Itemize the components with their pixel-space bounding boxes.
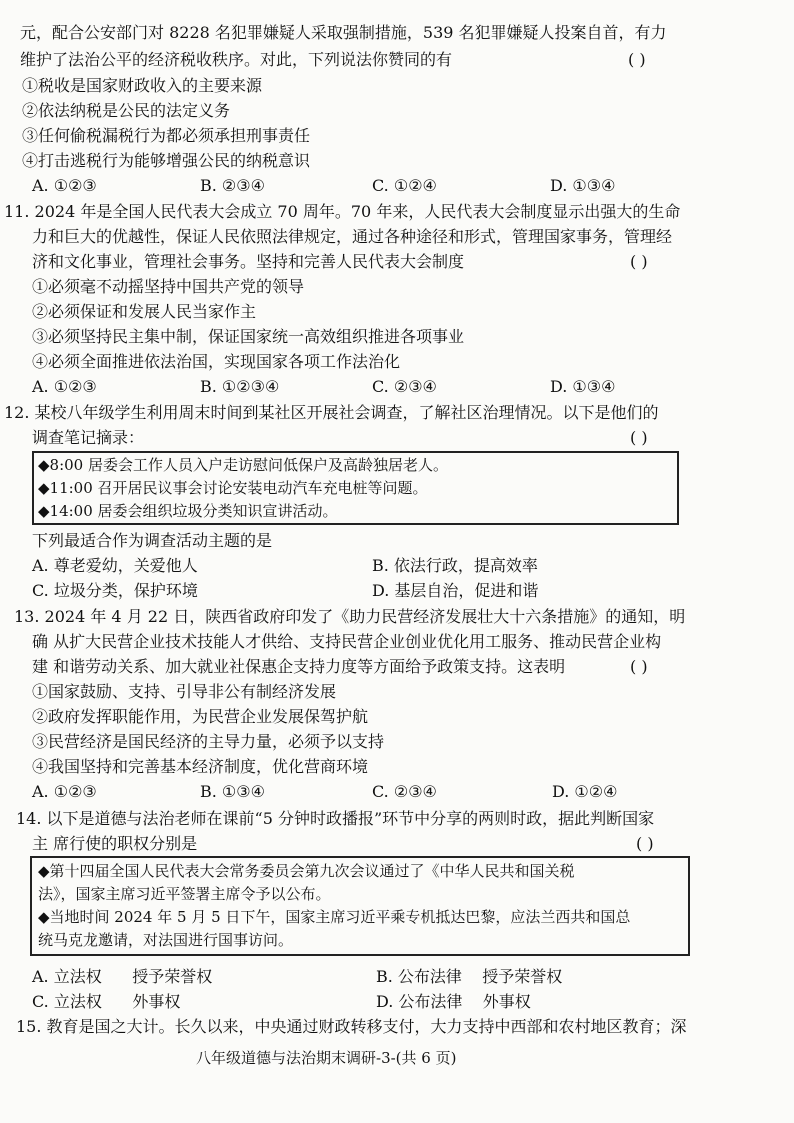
q15-stem-line1: 15. 教育是国之大计。长久以来，中央通过财政转移支付，大力支持中西部和农村地区教育；深 — [16, 1017, 687, 1036]
q14-option-b: B. 公布法律 授予荣誉权 — [376, 967, 563, 986]
q11-item-4: ④必须全面推进依法治国，实现国家各项工作法治化 — [32, 352, 401, 371]
q13-stem-line2: 确 从扩大民营企业技术技能人才供给、支持民营企业创业优化用工服务、推动民营企业构 — [32, 632, 662, 651]
q13-option-a: A. ①②③ — [32, 782, 97, 801]
q14-news-line-1: ◆第十四届全国人民代表大会常务委员会第九次会议通过了《中华人民共和国关税 — [38, 862, 575, 880]
q13-item-4: ④我国坚持和完善基本经济制度，优化营商环境 — [32, 757, 369, 776]
q10-option-c: C. ①②④ — [372, 176, 437, 195]
q10-option-d: D. ①③④ — [550, 176, 616, 195]
q10-item-2: ②依法纳税是公民的法定义务 — [22, 101, 231, 120]
q12-question: 下列最适合作为调查活动主题的是 — [32, 531, 273, 550]
q13-item-3: ③民营经济是国民经济的主导力量，必须予以支持 — [32, 732, 385, 751]
q11-answer-bracket: ( ) — [630, 252, 648, 271]
q10-answer-bracket: ( ) — [628, 50, 646, 69]
q10-stem-line2: 维护了法治公平的经济税收秩序。对此，下列说法你赞同的有 — [20, 50, 453, 69]
q12-note-1: ◆8:00 居委会工作人员入户走访慰问低保户及高龄独居老人。 — [38, 456, 448, 474]
q11-item-3: ③必须坚持民主集中制，保证国家统一高效组织推进各项事业 — [32, 327, 465, 346]
q14-news-line-2: 法》，国家主席习近平签署主席令予以公布。 — [38, 885, 331, 903]
q14-option-d: D. 公布法律 外事权 — [376, 992, 531, 1011]
q12-answer-bracket: ( ) — [630, 428, 648, 447]
q13-item-1: ①国家鼓励、支持、引导非公有制经济发展 — [32, 682, 337, 701]
q10-option-a: A. ①②③ — [32, 176, 97, 195]
q10-item-1: ①税收是国家财政收入的主要来源 — [22, 76, 263, 95]
q12-option-b: B. 依法行政，提高效率 — [372, 556, 538, 575]
q14-option-c: C. 立法权 外事权 — [32, 992, 181, 1011]
q14-option-a: A. 立法权 授予荣誉权 — [32, 967, 213, 986]
q13-stem-line3: 建 和谐劳动关系、加大就业社保惠企支持力度等方面给予政策支持。这表明 — [32, 657, 566, 676]
q14-stem-line1: 14. 以下是道德与法治老师在课前“5 分钟时政播报”环节中分享的两则时政，据此判断国家 — [16, 809, 655, 828]
q13-item-2: ②政府发挥职能作用，为民营企业发展保驾护航 — [32, 707, 369, 726]
q12-note-3: ◆14:00 居委会组织垃圾分类知识宣讲活动。 — [38, 502, 338, 520]
q14-answer-bracket: ( ) — [636, 834, 654, 853]
q13-stem-line1: 13. 2024 年 4 月 22 日，陕西省政府印发了《助力民营经济发展壮大十六条措施》的通知，明 — [14, 607, 686, 626]
q11-stem-line3: 济和文化事业，管理社会事务。坚持和完善人民代表大会制度 — [32, 252, 465, 271]
q12-stem-line2: 调查笔记摘录： — [32, 428, 145, 447]
q11-stem-line2: 力和巨大的优越性，保证人民依照法律规定，通过各种途径和形式，管理国家事务，管理经 — [32, 227, 673, 246]
q12-notes-box — [32, 451, 679, 525]
q10-option-b: B. ②③④ — [200, 176, 265, 195]
q12-option-d: D. 基层自治，促进和谐 — [372, 581, 539, 600]
q10-item-4: ④打击逃税行为能够增强公民的纳税意识 — [22, 151, 311, 170]
q11-option-c: C. ②③④ — [372, 377, 437, 396]
q14-stem-line2: 主 席行使的职权分别是 — [32, 834, 198, 853]
q12-stem-line1: 12. 某校八年级学生利用周末时间到某社区开展社会调查，了解社区治理情况。以下是他们的 — [4, 403, 659, 422]
q13-option-d: D. ①②④ — [552, 782, 618, 801]
q11-option-b: B. ①②③④ — [200, 377, 280, 396]
q14-news-line-4: 统马克龙邀请，对法国进行国事访问。 — [38, 931, 294, 949]
q13-option-c: C. ②③④ — [372, 782, 437, 801]
q10-stem-line1: 元，配合公安部门对 8228 名犯罪嫌疑人采取强制措施，539 名犯罪嫌疑人投案自首，有力 — [20, 23, 667, 42]
q12-option-a: A. 尊老爱幼，关爱他人 — [32, 556, 198, 575]
q11-option-a: A. ①②③ — [32, 377, 97, 396]
q13-answer-bracket: ( ) — [630, 657, 648, 676]
q13-option-b: B. ①③④ — [200, 782, 265, 801]
q10-item-3: ③任何偷税漏税行为都必须承担刑事责任 — [22, 126, 311, 145]
q11-item-1: ①必须毫不动摇坚持中国共产党的领导 — [32, 277, 305, 296]
q14-news-line-3: ◆当地时间 2024 年 5 月 5 日下午，国家主席习近平乘专机抵达巴黎，应法兰西共和国总 — [38, 908, 631, 926]
page-footer: 八年级道德与法治期末调研-3-(共 6 页) — [196, 1049, 457, 1067]
q11-option-d: D. ①③④ — [550, 377, 616, 396]
q11-item-2: ②必须保证和发展人民当家作主 — [32, 302, 257, 321]
q12-option-c: C. 垃圾分类，保护环境 — [32, 581, 198, 600]
q12-note-2: ◆11:00 召开居民议事会讨论安装电动汽车充电桩等问题。 — [38, 479, 428, 497]
q14-news-box — [30, 856, 690, 956]
q11-stem-line1: 11. 2024 年是全国人民代表大会成立 70 周年。70 年来，人民代表大会制度显示出强大的生命 — [4, 202, 681, 221]
